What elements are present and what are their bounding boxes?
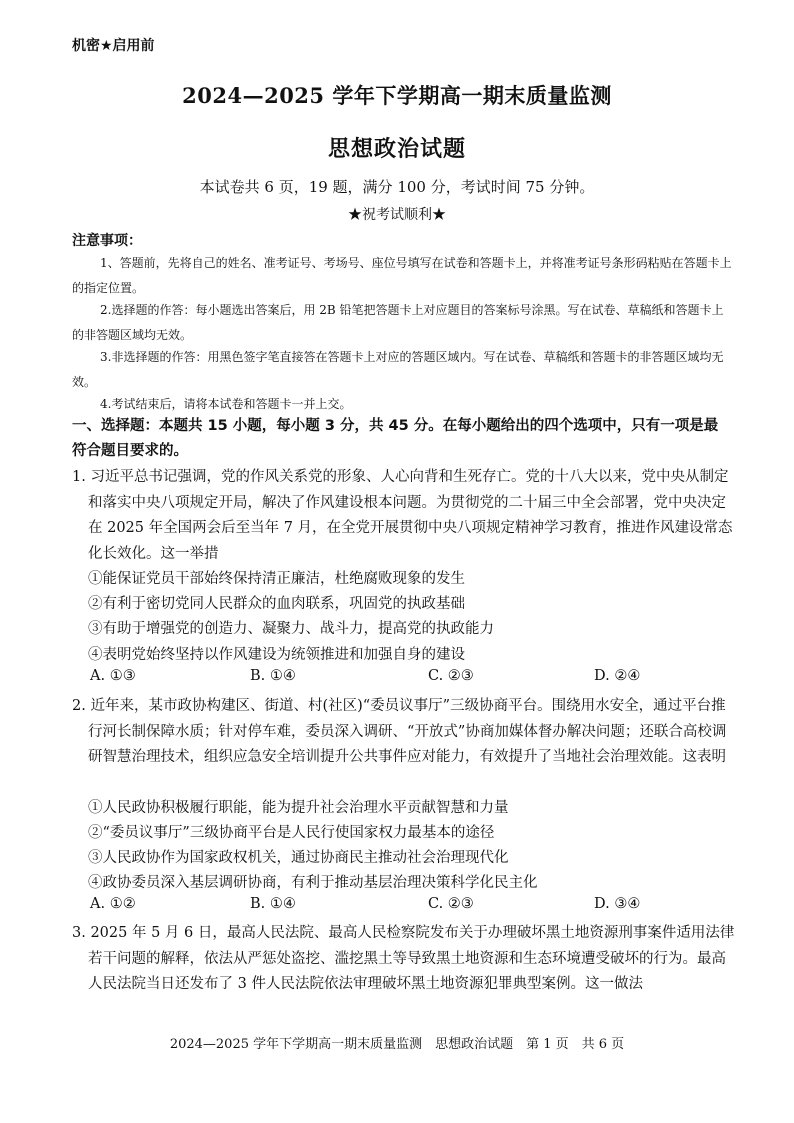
choice-d: D. ③④ <box>594 896 641 912</box>
question-1-option: ④表明党始终坚持以作风建设为统领推进和加强自身的建设 <box>88 647 465 663</box>
exam-info: 本试卷共 6 页，19 题，满分 100 分，考试时间 75 分钟。 <box>199 178 595 196</box>
note-item: 1、答题前，先将自己的姓名、准考证号、考场号、座位号填写在试卷和答题卡上，并将准考证号条形码粘贴在答题卡上的指定位置。 <box>72 256 732 295</box>
choice-b: B. ①④ <box>250 668 296 684</box>
question-1-option: ③有助于增强党的创造力、凝聚力、战斗力，提高党的执政能力 <box>88 621 494 637</box>
question-2-option: ④政协委员深入基层调研协商，有利于推动基层治理决策科学化民主化 <box>88 875 538 891</box>
choice-a: A. ①③ <box>90 668 136 684</box>
subject-title: 思想政治试题 <box>327 136 466 162</box>
question-2-stem: 2. 近年来，某市政协构建区、街道、村(社区)“委员议事厅”三级协商平台。围绕用水安全，通过平台推行河长制保障水质；针对停车难，委员深入调研、“开放式”协商加媒体督办解决问题；还联合高校调研智慧治理技术，组织应急安全培训提升公共事件应对能力，有效提升了当地社会治理效能。这表明 <box>72 698 727 765</box>
choice-b: B. ①④ <box>250 896 296 912</box>
good-luck-line: ★祝考试顺利★ <box>348 207 446 223</box>
exam-title: 2024—2025 学年下学期高一期末质量监测 <box>182 83 612 108</box>
note-item: 4.考试结束后，请将本试卷和答题卡一并上交。 <box>100 397 352 411</box>
note-item: 3.非选择题的作答：用黑色签字笔直接答在答题卡上对应的答题区域内。写在试卷、草稿纸和答题卡的非答题区域均无效。 <box>72 350 724 389</box>
choice-c: C. ②③ <box>428 668 474 684</box>
question-2-option: ①人民政协积极履行职能，能为提升社会治理水平贡献智慧和力量 <box>88 800 509 816</box>
question-1-stem: 1. 习近平总书记强调，党的作风关系党的形象、人心向背和生死存亡。党的十八大以来，党中央从制定和落实中央八项规定开局，解决了作风建设根本问题。为贯彻党的二十届三中全会部署，党中央决定在 2025 年全国两会后至当年 7 月，在全党开展贯彻中央八项规定精神学习教育，推进作风建设常态化长效化。这一举措 <box>72 469 733 562</box>
choice-d: D. ②④ <box>594 668 641 684</box>
notes-heading: 注意事项： <box>72 233 142 249</box>
question-1-option: ①能保证党员干部始终保持清正廉洁，杜绝腐败现象的发生 <box>88 571 465 587</box>
choice-c: C. ②③ <box>428 896 474 912</box>
question-3-stem: 3. 2025 年 5 月 6 日，最高人民法院、最高人民检察院发布关于办理破坏黑土地资源刑事案件适用法律若干问题的解释，依法从严惩处盗挖、滥挖黑土等导致黑土地资源和生态环境遭受破坏的行为。最高人民法院当日还发布了 3 件人民法院依法审理破坏黑土地资源犯罪典型案例。这一做法 <box>72 925 735 992</box>
page-footer: 2024—2025 学年下学期高一期末质量监测 思想政治试题 第 1 页 共 6 页 <box>169 1037 625 1052</box>
choice-a: A. ①② <box>90 896 136 912</box>
question-2-choices <box>0 896 794 922</box>
note-item: 2.选择题的作答：每小题选出答案后，用 2B 铅笔把答题卡上对应题目的答案标号涂黑。写在试卷、草稿纸和答题卡上的非答题区域均无效。 <box>72 303 724 342</box>
question-1-option: ②有利于密切党同人民群众的血肉联系，巩固党的执政基础 <box>88 596 465 612</box>
question-2-option: ②“委员议事厅”三级协商平台是人民行使国家权力最基本的途径 <box>88 825 495 841</box>
question-1-choices <box>0 668 794 694</box>
question-2-option: ③人民政协作为国家政权机关，通过协商民主推动社会治理现代化 <box>88 850 509 866</box>
confidential-label: 机密★启用前 <box>72 38 155 54</box>
section-heading: 一、选择题：本题共 15 小题，每小题 3 分，共 45 分。在每小题给出的四个选项中，只有一项是最符合题目要求的。 <box>72 418 719 459</box>
